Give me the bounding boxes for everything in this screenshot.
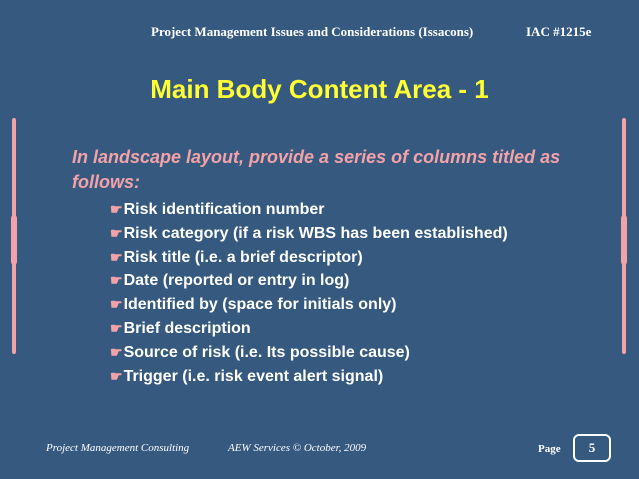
list-item <box>110 198 508 222</box>
bullet-text: Date (reported or entry in log) <box>123 272 350 290</box>
list-item <box>110 293 508 317</box>
list-item <box>110 222 508 246</box>
list-item <box>110 365 508 389</box>
intro-text: In landscape layout, provide a series of columns titled as follows: <box>72 147 561 192</box>
pointing-hand-icon: ☛ <box>110 248 123 265</box>
list-item <box>110 246 508 270</box>
bullet-list <box>110 198 508 388</box>
footer-copyright: AEW Services © October, 2009 <box>228 442 367 454</box>
pointing-hand-icon: ☛ <box>110 272 123 289</box>
bullet-text: Risk category (if a risk WBS has been established) <box>123 224 508 242</box>
bullet-text: Source of risk (i.e. Its possible cause) <box>123 343 410 361</box>
header-title: Project Management Issues and Considerations (Issacons) <box>151 24 474 39</box>
right-decorative-bar-accent <box>621 215 627 265</box>
bullet-text: Identified by (space for initials only) <box>123 296 397 314</box>
bullet-text: Brief description <box>123 319 251 337</box>
bullet-text: Risk title (i.e. a brief descriptor) <box>123 248 363 266</box>
pointing-hand-icon: ☛ <box>110 224 123 241</box>
pointing-hand-icon: ☛ <box>110 296 123 313</box>
header-code: IAC #1215e <box>526 24 592 39</box>
list-item <box>110 317 508 341</box>
page-title: Main Body Content Area - 1 <box>150 74 489 104</box>
list-item <box>110 341 508 365</box>
page-number-badge: 5 <box>573 434 611 462</box>
pointing-hand-icon: ☛ <box>110 319 123 336</box>
pointing-hand-icon: ☛ <box>110 201 123 217</box>
page-label: Page <box>538 443 561 455</box>
pointing-hand-icon: ☛ <box>110 367 123 384</box>
list-item <box>110 269 508 293</box>
footer-company: Project Management Consulting <box>46 442 190 454</box>
bullet-text: Risk identification number <box>123 201 325 218</box>
bullet-text: Trigger (i.e. risk event alert signal) <box>123 367 384 385</box>
pointing-hand-icon: ☛ <box>110 343 123 360</box>
left-decorative-bar-accent <box>11 215 17 265</box>
